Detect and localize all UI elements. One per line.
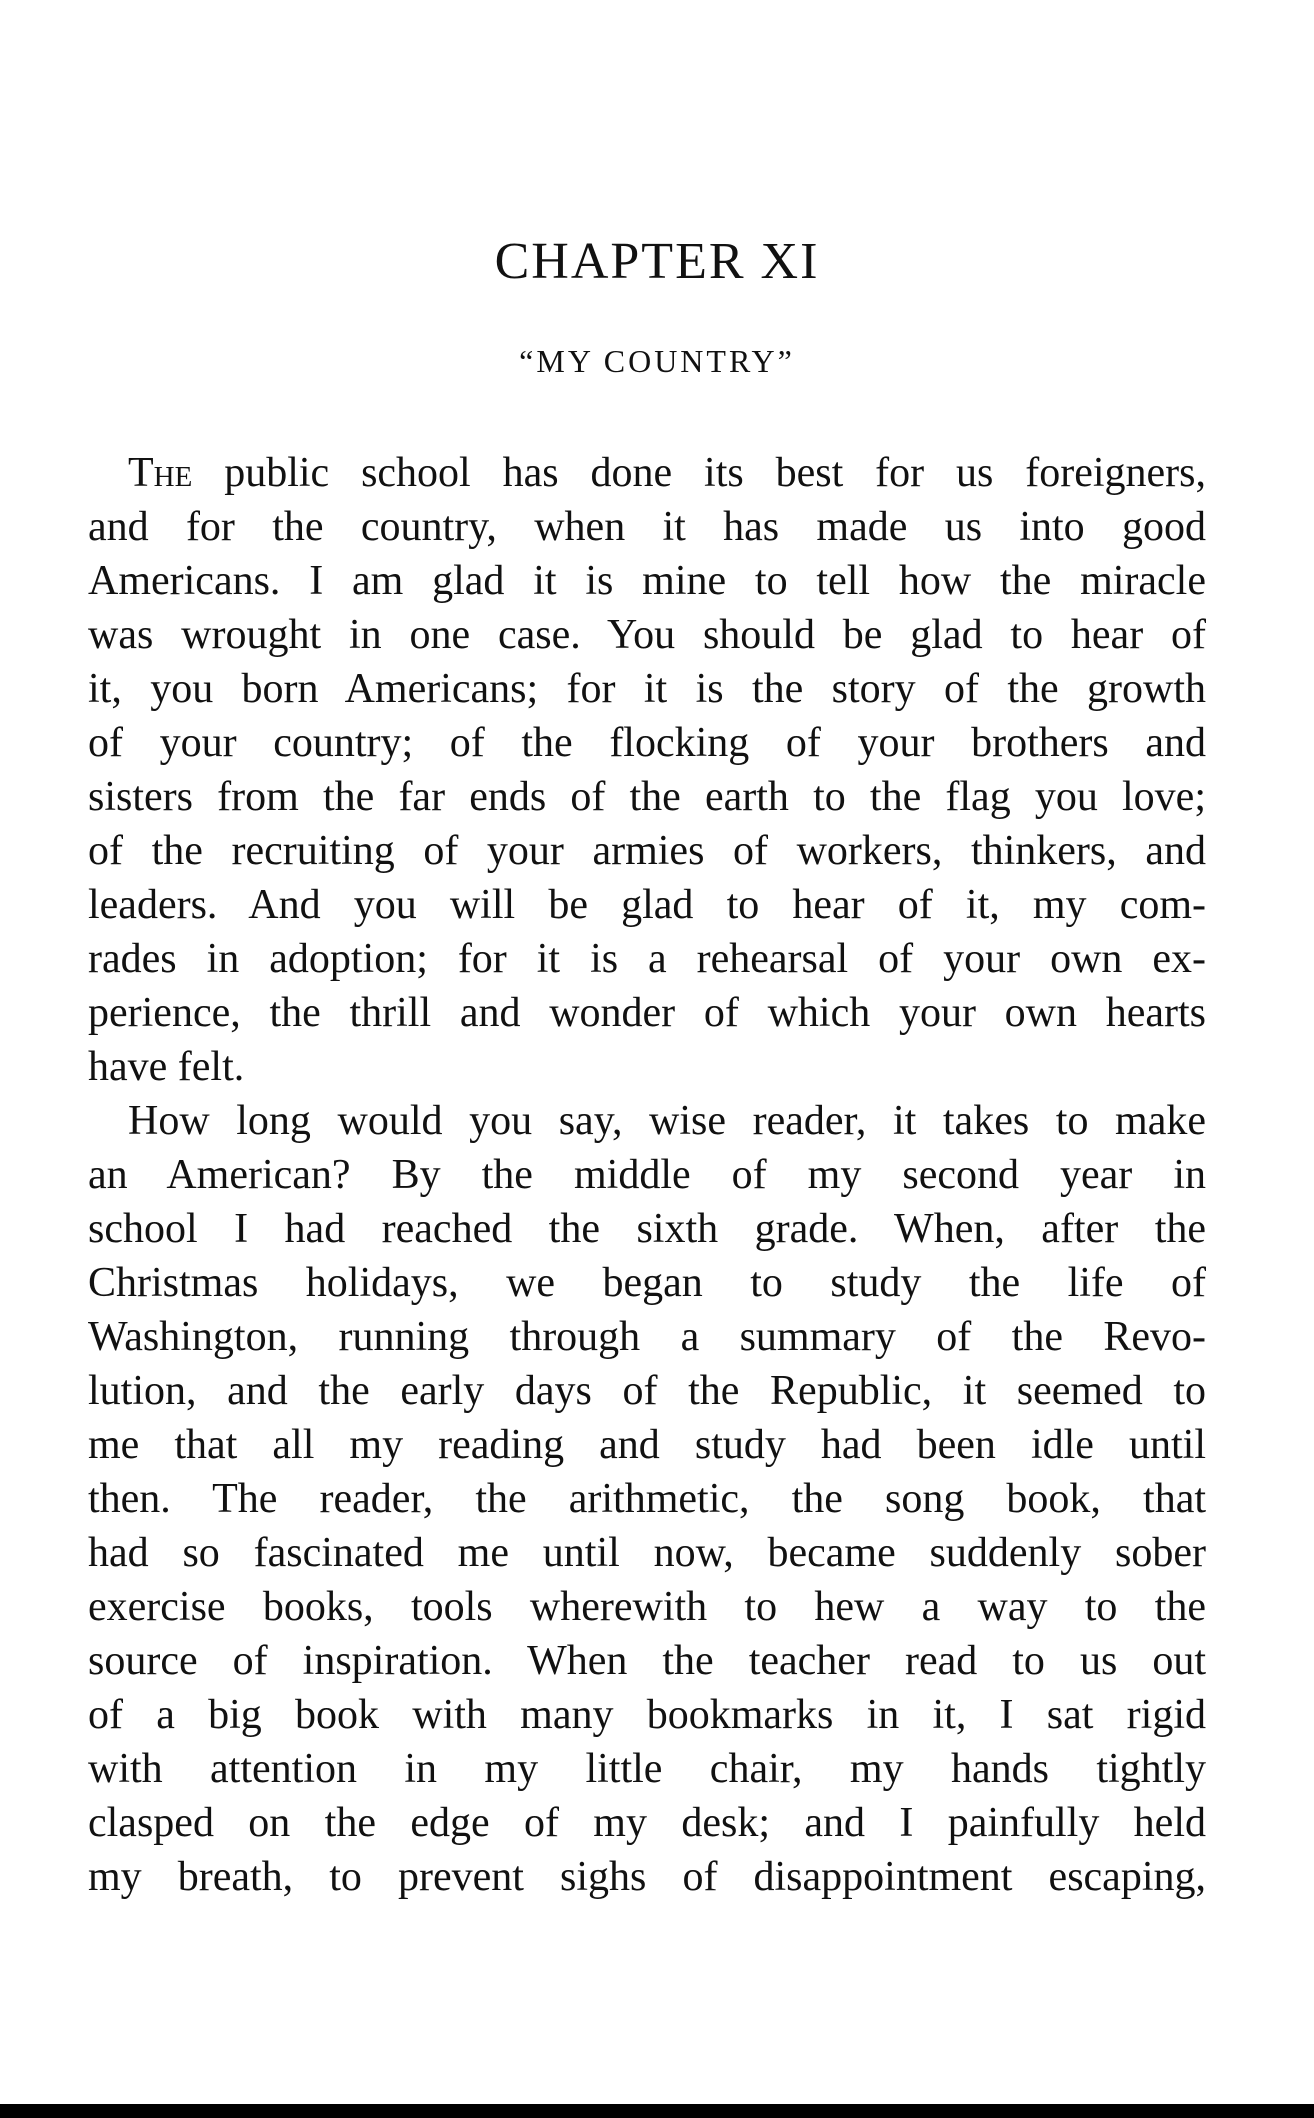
chapter-subtitle: “MY COUNTRY” [519, 343, 795, 379]
text-line: Americans. I am glad it is mine to tell how the miracle [88, 558, 1206, 604]
text-line: an American? By the middle of my second year in [88, 1152, 1206, 1198]
text-line: then. The reader, the arithmetic, the song book, that [88, 1476, 1206, 1522]
text-line: my breath, to prevent sighs of disappointment escaping, [88, 1854, 1206, 1900]
text-line: sisters from the far ends of the earth to the flag you love; [88, 774, 1206, 820]
text-line: clasped on the edge of my desk; and I painfully held [88, 1800, 1206, 1846]
text-line: with attention in my little chair, my hands tightly [88, 1746, 1206, 1792]
text-line: rades in adoption; for it is a rehearsal of your own ex- [88, 936, 1206, 982]
text-line: leaders. And you will be glad to hear of it, my com- [88, 882, 1206, 928]
text-line: perience, the thrill and wonder of which your own hearts [88, 990, 1206, 1036]
text-line: How long would you say, wise reader, it takes to make [128, 1098, 1206, 1144]
text-line: had so fascinated me until now, became suddenly sober [88, 1530, 1206, 1576]
text-line: Washington, running through a summary of the Revo- [88, 1314, 1206, 1360]
paragraph-1 [88, 446, 1206, 1094]
text-line: me that all my reading and study had been idle until [88, 1422, 1206, 1468]
text-line: school I had reached the sixth grade. When, after the [88, 1206, 1206, 1252]
text-line: exercise books, tools wherewith to hew a way to the [88, 1584, 1206, 1630]
chapter-title: CHAPTER XI [494, 233, 820, 290]
text-line: was wrought in one case. You should be glad to hear of [88, 612, 1206, 658]
text-line-rest: public school has done its best for us foreigners, [192, 450, 1206, 496]
text-line: of your country; of the flocking of your brothers and [88, 720, 1206, 766]
text-line: have felt. [88, 1044, 245, 1090]
paragraph-2 [88, 1094, 1206, 1904]
scan-bottom-border [0, 2104, 1314, 2118]
text-line: source of inspiration. When the teacher read to us out [88, 1638, 1206, 1684]
text-line: of the recruiting of your armies of workers, thinkers, and [88, 828, 1206, 874]
text-line: lution, and the early days of the Republic, it seemed to [88, 1368, 1206, 1414]
text-line: of a big book with many bookmarks in it, I sat rigid [88, 1692, 1206, 1738]
text-line: Christmas holidays, we began to study the life of [88, 1260, 1206, 1306]
text-line [88, 446, 1206, 500]
small-caps-word: The [128, 450, 193, 496]
text-line: and for the country, when it has made us into good [88, 504, 1206, 550]
text-line: it, you born Americans; for it is the story of the growth [88, 666, 1206, 712]
